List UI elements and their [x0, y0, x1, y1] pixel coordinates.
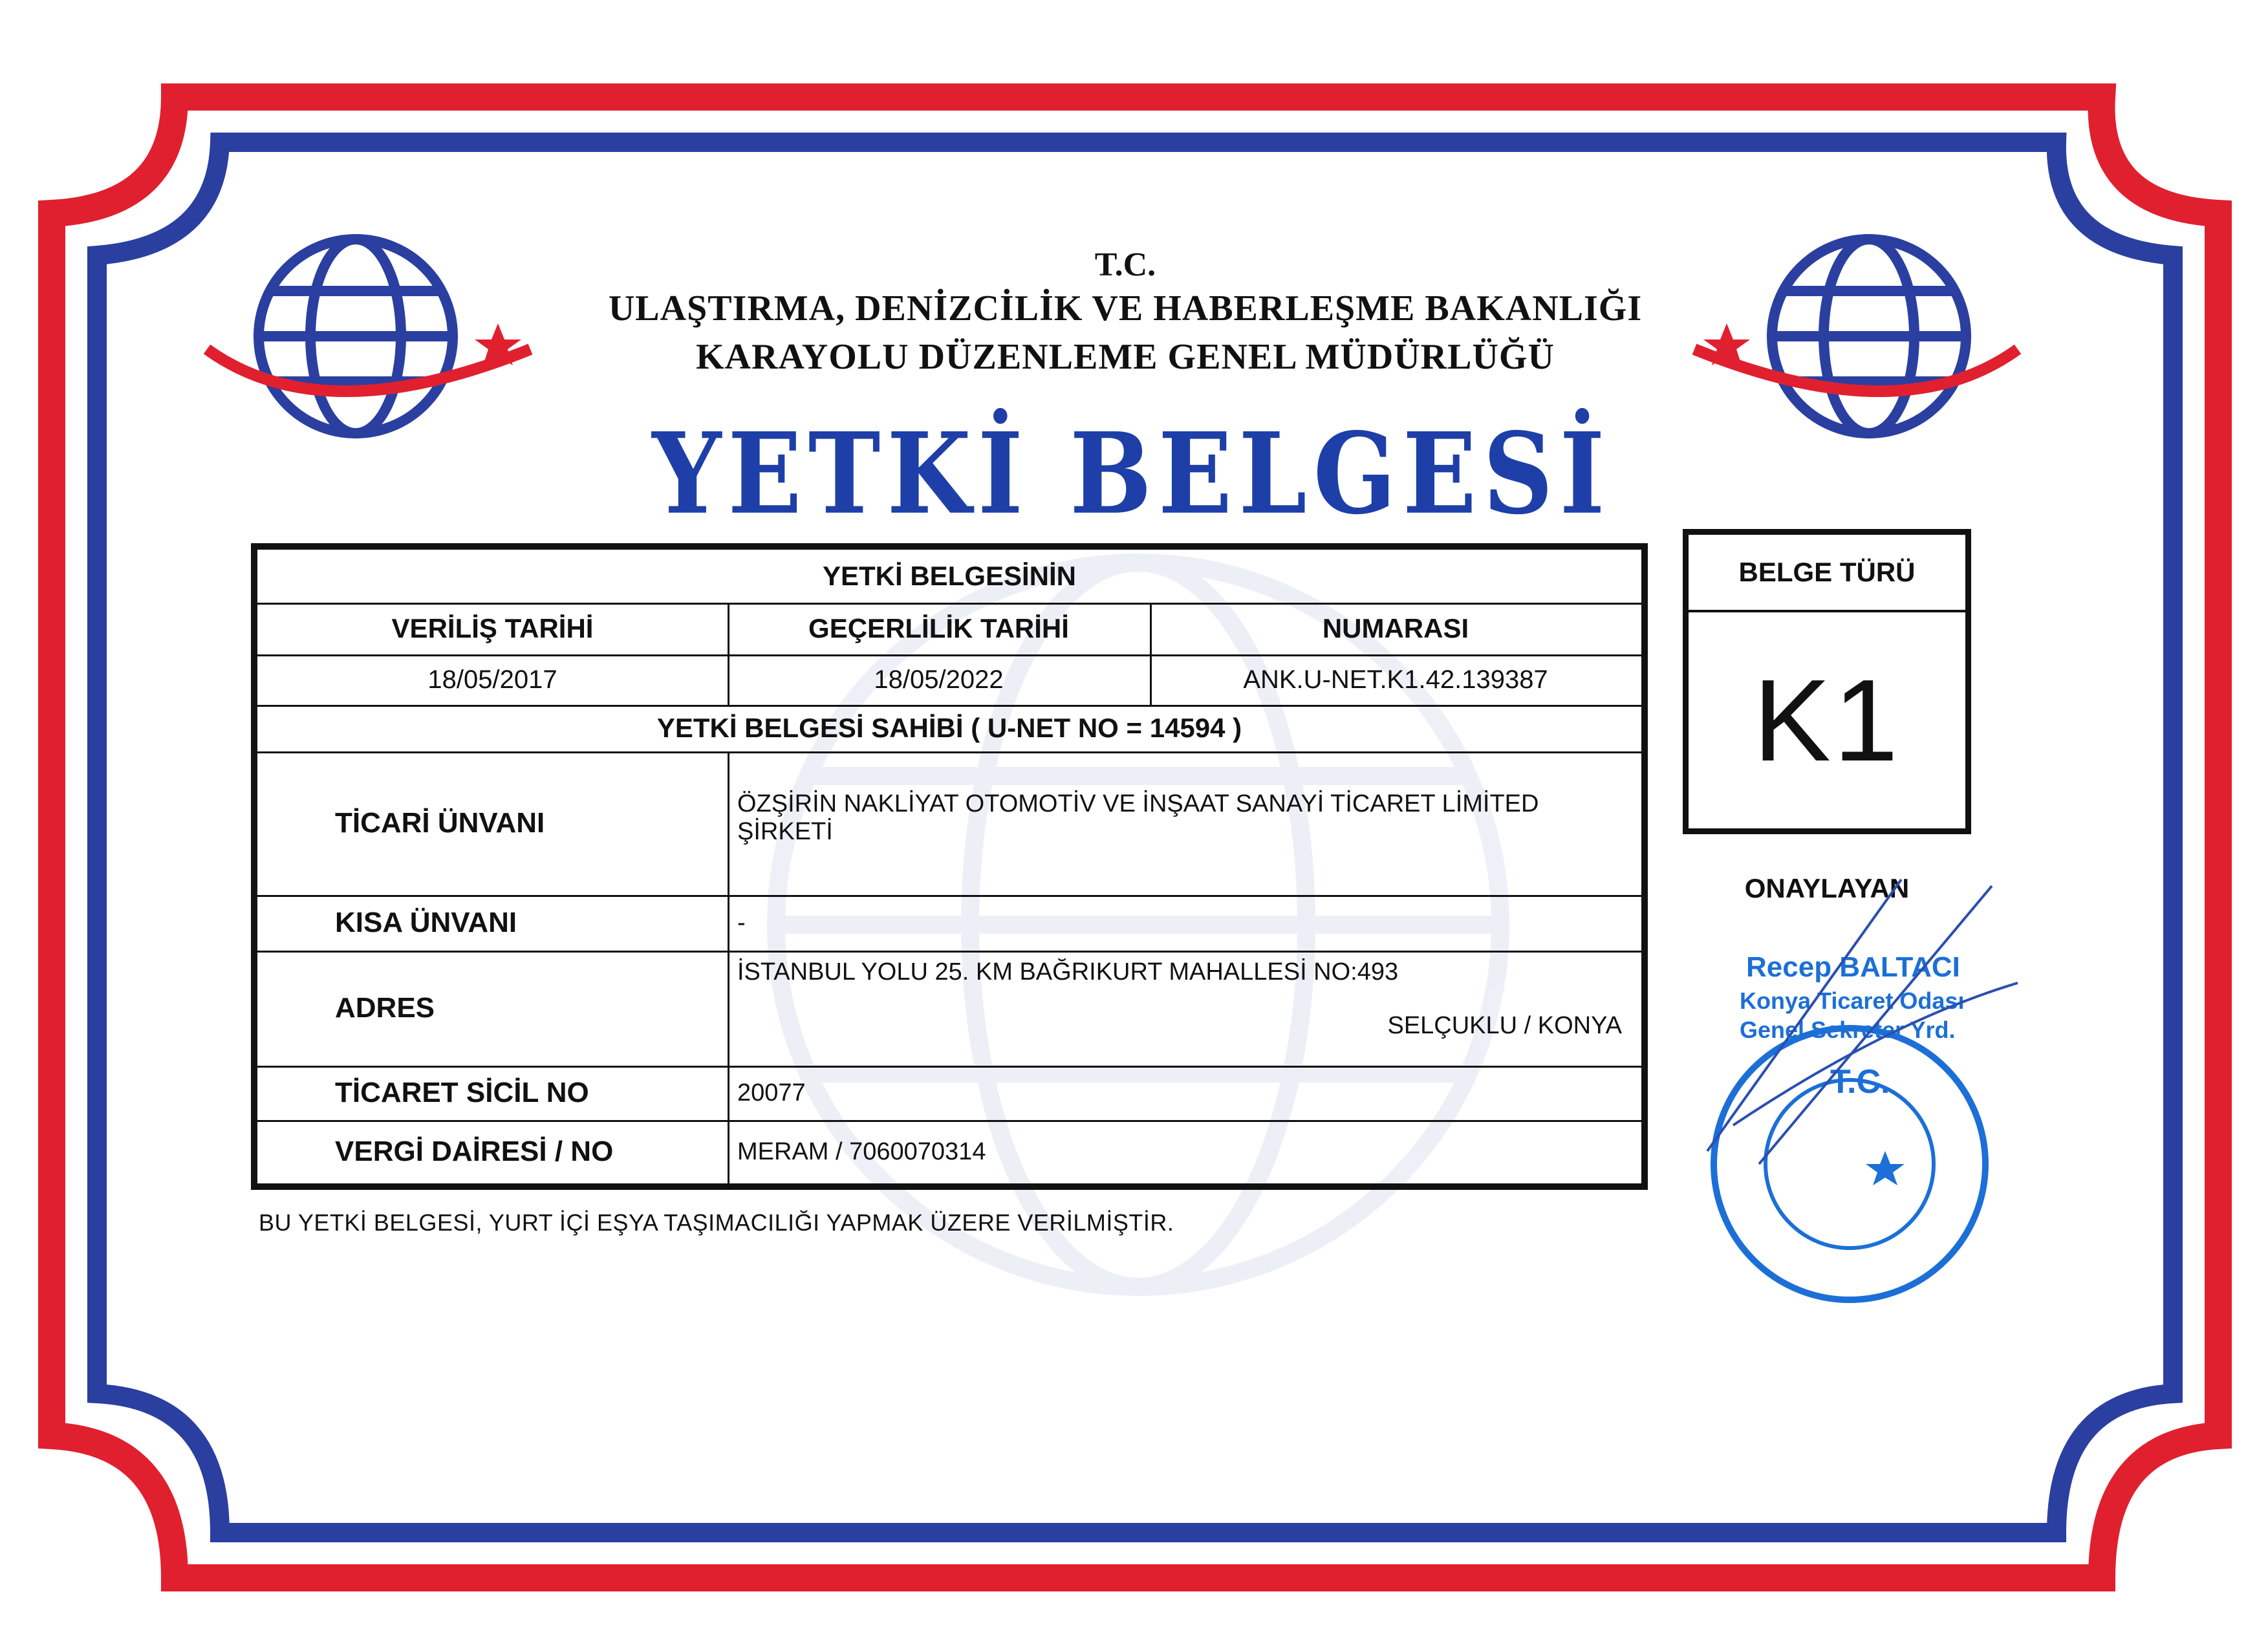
registry-label: TİCARET SİCİL NO	[335, 1077, 589, 1108]
address-line1: İSTANBUL YOLU 25. KM BAĞRIKURT MAHALLESİ NO:493	[737, 958, 1399, 986]
certificate-number: ANK.U-NET.K1.42.139387	[1243, 665, 1548, 694]
holder-title: YETKİ BELGESİ SAHİBİ ( U-NET NO = 14594 )	[656, 713, 1242, 743]
address-value	[729, 951, 1635, 1066]
column-issue-date: VERİLİŞ TARİHİ	[391, 613, 594, 643]
document-title: YETKİ BELGESİ	[652, 408, 1612, 540]
registry-value: 20077	[737, 1079, 806, 1106]
footer-note: BU YETKİ BELGESİ, YURT İÇİ EŞYA TAŞIMACILIĞI YAPMAK ÜZERE VERİLMİŞTİR.	[259, 1209, 1174, 1236]
official-seal-icon	[1630, 828, 2108, 1319]
type-label: BELGE TÜRÜ	[1689, 535, 1965, 612]
short-name-label: KISA ÜNVANI	[335, 907, 517, 938]
header-ministry: ULAŞTIRMA, DENİZCİLİK VE HABERLEŞME BAKANLIĞI	[608, 288, 1643, 329]
trade-name-line2: ŞİRKETİ	[737, 818, 833, 845]
type-value: K1	[1753, 655, 1901, 786]
short-name-value: -	[737, 909, 746, 936]
header-directorate: KARAYOLU DÜZENLEME GENEL MÜDÜRLÜĞÜ	[696, 337, 1555, 377]
address-line2: SELÇUKLU / KONYA	[1387, 1012, 1622, 1039]
certificate-type-box	[1683, 529, 1971, 834]
trade-name-value	[729, 751, 1635, 895]
tax-label: VERGİ DAİRESİ / NO	[335, 1136, 614, 1167]
trade-name-line1: ÖZŞİRİN NAKLİYAT OTOMOTİV VE İNŞAAT SANAYİ TİCARET LİMİTED	[737, 790, 1539, 817]
tax-value: MERAM / 7060070314	[737, 1137, 986, 1165]
approver-label: ONAYLAYAN	[1744, 873, 1910, 903]
seal-text: T.C.	[1830, 1063, 1890, 1101]
certificate-table	[251, 543, 1648, 1190]
section-title: YETKİ BELGESİNİN	[822, 561, 1077, 591]
issue-date: 18/05/2017	[427, 665, 557, 694]
validity-date: 18/05/2022	[874, 665, 1004, 694]
stamp-name: Recep BALTACI	[1746, 951, 1960, 983]
stamp-org: Konya Ticaret Odası	[1740, 987, 1965, 1014]
column-number: NUMARASI	[1322, 613, 1469, 643]
stamp-role: Genel Sekreter Yrd.	[1740, 1017, 1956, 1043]
address-label: ADRES	[335, 992, 435, 1024]
trade-name-label: TİCARİ ÜNVANI	[335, 807, 545, 839]
header-tc: T.C.	[1094, 246, 1156, 283]
column-validity-date: GEÇERLİLİK TARİHİ	[808, 613, 1069, 643]
